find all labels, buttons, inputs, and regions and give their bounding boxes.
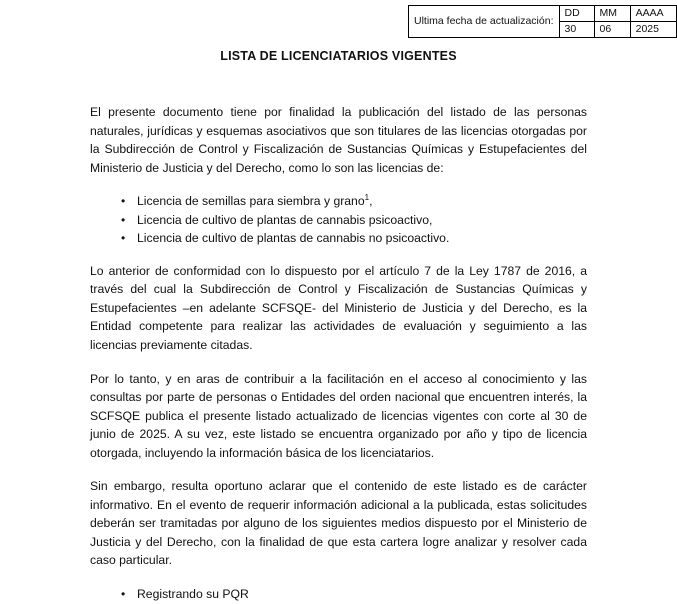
paragraph-purpose: El presente documento tiene por finalidad la publicación del listado de las personas naturales, jurídicas y esquemas asociativos que son titulares de las licencias otorgadas por la Subdirección de Control y Fiscalización de Sustancias Químicas y Estupefacientes del Ministerio de Justicia y del Derecho, como lo son las licencias de: (90, 105, 587, 175)
license-types-list (90, 192, 587, 248)
column-header-day: DD (559, 6, 594, 22)
document-content (90, 103, 587, 604)
license-item-suffix: , (369, 194, 373, 209)
list-item (137, 192, 587, 211)
value-month: 06 (594, 22, 630, 38)
contact-methods-list (90, 585, 587, 604)
last-update-table (408, 5, 677, 38)
license-item-text: Licencia de cultivo de plantas de cannabis no psicoactivo. (137, 231, 450, 246)
value-day: 30 (559, 22, 594, 38)
value-year: 2025 (630, 22, 676, 38)
update-date-table (408, 5, 677, 38)
column-header-month: MM (594, 6, 630, 22)
license-item-text: Licencia de semillas para siembra y grano (137, 194, 365, 209)
list-item (137, 229, 587, 248)
list-item (137, 585, 587, 604)
paragraph-disclaimer: Sin embargo, resulta oportuno aclarar que el contenido de este listado es de carácter informativo. En el evento de requerir información adicional a la publicada, estas solicitudes deberán ser tramitadas por alguno de los siguientes medios dispuesto por el Ministerio de Justicia y del Derecho, con la finalidad de que esta cartera logre analizar y resolver cada caso particular. (90, 479, 587, 568)
table-row-header (409, 6, 677, 22)
list-item (137, 211, 587, 230)
last-update-label: Ultima fecha de actualización: (409, 6, 560, 38)
page-title: LISTA DE LICENCIATARIOS VIGENTES (220, 49, 457, 63)
paragraph-publication: Por lo tanto, y en aras de contribuir a la facilitación en el acceso al conocimiento y las consultas por parte de personas o Entidades del orden nacional que encuentren interés, la SCFSQE publica el presente listado actualizado de licencias vigentes con corte al 30 de junio de 2025. A su vez, este listado se encuentra organizado por año y tipo de licencia otorgada, incluyendo la información básica de los licenciatarios. (90, 371, 587, 460)
paragraph-legal-basis: Lo anterior de conformidad con lo dispuesto por el artículo 7 de la Ley 1787 de 2016, a través del cual la Subdirección de Control y Fiscalización de Sustancias Químicas y Estupefacientes –en adelante SCFSQE- del Ministerio de Justicia y del Derecho, es la Entidad competente para realizar las actividades de evaluación y seguimiento a las licencias previamente citadas. (90, 263, 587, 353)
contact-method-text: Registrando su PQR (137, 587, 249, 602)
license-item-text: Licencia de cultivo de plantas de cannabis psicoactivo, (137, 212, 433, 227)
column-header-year: AAAA (630, 6, 676, 22)
footnote-marker: 1 (364, 193, 370, 203)
